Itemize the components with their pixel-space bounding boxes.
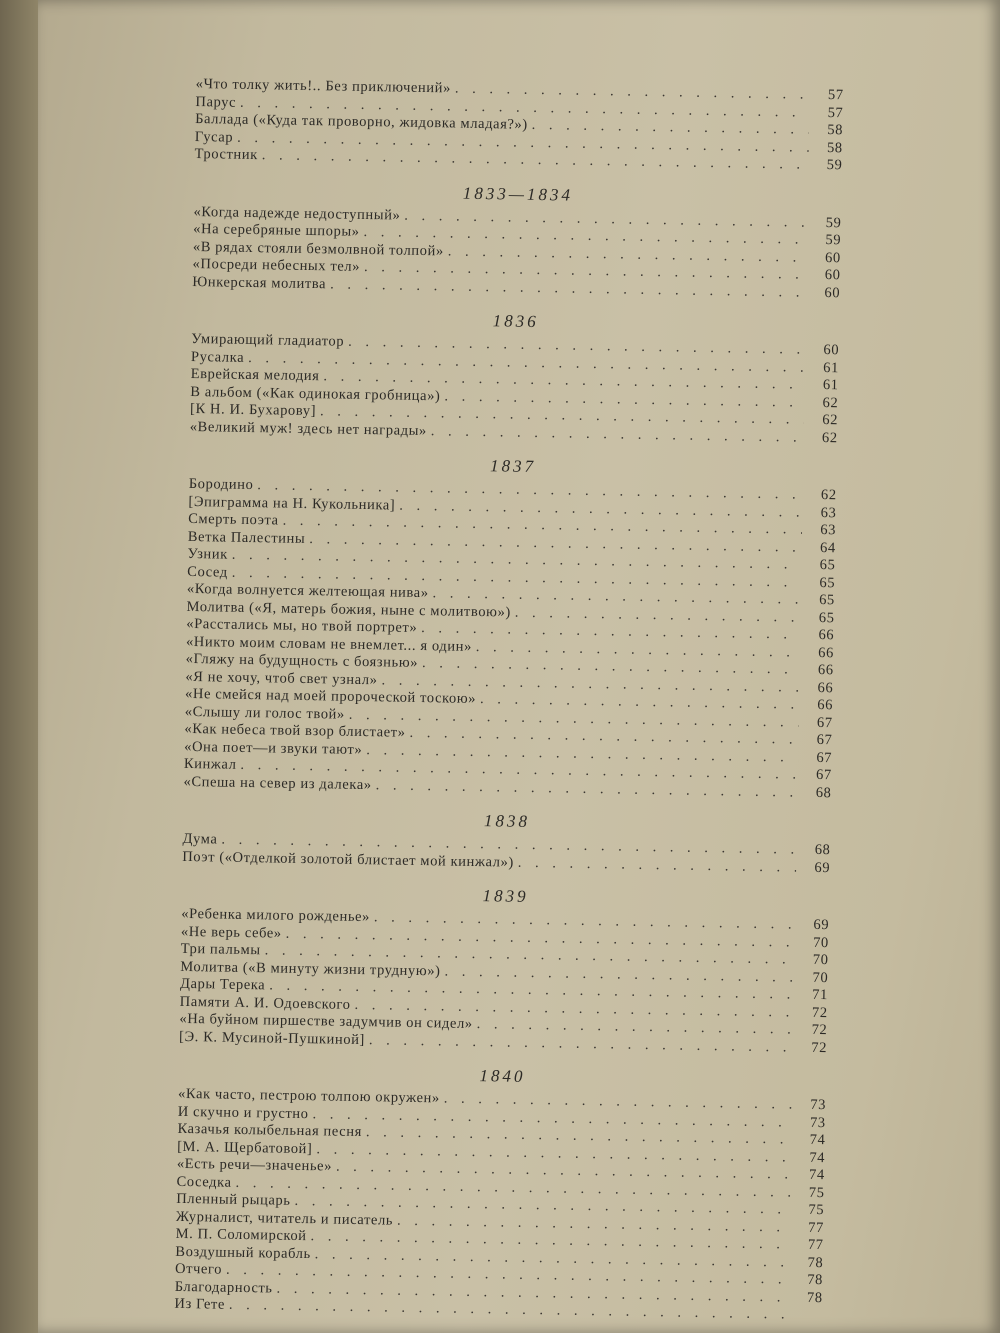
entry-title: «Как часто, пестрою толпою окружен» <box>177 1085 440 1107</box>
entry-page-number: 70 <box>812 951 829 969</box>
book-spine-edge <box>0 0 38 1333</box>
entry-title: В альбом («Как одинокая гробница») <box>190 383 441 404</box>
entry-page-number: 75 <box>808 1201 825 1219</box>
entry-page-number: 65 <box>818 609 835 626</box>
entry-title: [К Н. И. Бухарову] <box>189 400 317 420</box>
toc-section <box>190 305 840 447</box>
entry-page-number: 62 <box>822 394 839 411</box>
entry-title: Соседка <box>176 1173 232 1191</box>
entry-page-number: 62 <box>822 411 839 429</box>
toc-section <box>194 70 844 175</box>
entry-title: Дума <box>182 830 218 848</box>
entry-page-number: 68 <box>815 784 832 801</box>
section-year-heading: 1840 <box>479 1066 526 1086</box>
section-year-heading: 1833—1834 <box>462 183 574 205</box>
entry-title: Узник <box>187 545 228 563</box>
entry-title: «Слышу ли голос твой» <box>184 703 345 723</box>
entry-title: [М. А. Щербатовой] <box>177 1138 313 1157</box>
entry-title: «Гляжу на будущность с боязнью» <box>185 650 419 671</box>
entry-page-number: 67 <box>816 731 833 749</box>
entry-page-number: 69 <box>813 916 830 934</box>
entry-title: «В рядах стояли безмолвной толпой» <box>192 238 444 259</box>
entry-page-number: 67 <box>816 749 833 766</box>
entry-title: «Она поет—и звуки тают» <box>184 738 363 758</box>
toc-section <box>183 450 837 802</box>
entry-title: «Как небеса твой взор блистает» <box>184 720 406 741</box>
entry-title: «Что толку жить!.. Без приключений» <box>195 75 452 97</box>
entry-title: Воздушный корабль <box>175 1243 311 1262</box>
entry-title: [Э. К. Мусиной-Пушкиной] <box>178 1028 366 1048</box>
entry-title: Умирающий гладиатор <box>191 330 345 350</box>
entry-page-number: 61 <box>823 359 840 376</box>
entry-title: Смерть поэта <box>188 510 279 529</box>
entry-title: Казачья колыбельная песня <box>177 1120 363 1141</box>
entry-page-number: 59 <box>825 214 842 231</box>
entry-title: Парус <box>195 93 237 111</box>
entry-page-number: 69 <box>814 859 831 876</box>
entry-title: Памяти А. И. Одоевского <box>179 993 351 1013</box>
toc-section <box>192 177 842 302</box>
entry-page-number: 65 <box>819 574 836 591</box>
entry-title: Молитва («В минуту жизни трудную») <box>180 958 441 979</box>
entry-page-number: 77 <box>807 1236 824 1254</box>
entry-page-number <box>792 1319 822 1320</box>
entry-page-number: 57 <box>827 87 844 104</box>
entry-page-number: 78 <box>806 1289 823 1306</box>
toc-section <box>179 880 830 1057</box>
section-year-heading: 1838 <box>483 811 531 831</box>
entry-title: Дары Терека <box>179 975 266 994</box>
entry-page-number: 74 <box>809 1131 826 1149</box>
entry-title: «Ребенка милого рожденье» <box>181 905 371 926</box>
entry-page-number: 67 <box>816 714 833 731</box>
entry-title: М. П. Соломирской <box>175 1225 307 1245</box>
entry-title: «Когда волнуется желтеющая нива» <box>186 580 429 602</box>
entry-title: Баллада («Куда так проворно, жидовка младая?») <box>195 110 528 133</box>
entry-page-number: 72 <box>811 1039 828 1056</box>
entry-title: «Расстались мы, но твой портрет» <box>186 615 418 636</box>
entry-page-number: 74 <box>808 1166 825 1184</box>
entry-page-number: 78 <box>807 1254 824 1271</box>
entry-title: «Я не хочу, чтоб свет узнал» <box>185 668 378 688</box>
entry-title: Тростник <box>194 145 258 164</box>
entry-page-number: 72 <box>811 1004 828 1021</box>
entry-title: Русалка <box>190 348 245 366</box>
entry-title: Благодарность <box>174 1278 273 1297</box>
entry-title: Бородино <box>188 475 254 494</box>
book-page <box>38 0 1000 1333</box>
entry-title: «Посреди небесных тел» <box>192 255 361 275</box>
entry-page-number: 62 <box>821 429 838 446</box>
entry-title: «Когда надежде недоступный» <box>193 203 401 224</box>
entry-title: И скучно и грустно <box>177 1103 309 1122</box>
entry-title: Поэт («Отделкой золотой блистает мой кинжал») <box>182 848 514 871</box>
entry-page-number: 67 <box>815 766 832 784</box>
entry-page-number: 66 <box>817 696 834 714</box>
entry-page-number: 60 <box>824 284 841 301</box>
entry-title: «Спеша на север из далека» <box>183 773 372 793</box>
section-year-heading: 1836 <box>492 311 539 332</box>
entry-title: Отчего <box>174 1260 223 1278</box>
entry-title: «Не верь себе» <box>180 923 282 942</box>
entry-title: Журналист, читатель и писатель <box>175 1208 394 1229</box>
entry-title: «На буйном пиршестве задумчив он сидел» <box>179 1010 473 1032</box>
entry-title: Пленный рыцарь <box>176 1190 291 1209</box>
entry-page-number: 58 <box>826 139 843 156</box>
entry-title: Три пальмы <box>180 940 261 959</box>
entry-page-number: 66 <box>817 679 834 696</box>
entry-page-number: 72 <box>811 1021 828 1039</box>
entry-page-number: 65 <box>819 556 836 574</box>
table-of-contents <box>174 70 844 1325</box>
entry-title: «Никто моим словам не внемлет... я один» <box>185 633 473 655</box>
entry-title: Юнкерская молитва <box>192 273 327 292</box>
entry-page-number: 70 <box>812 969 829 986</box>
entry-page-number: 78 <box>807 1271 824 1289</box>
toc-section <box>174 1060 826 1325</box>
entry-title: Ветка Палестины <box>187 528 306 547</box>
entry-page-number: 70 <box>813 934 830 951</box>
entry-page-number: 73 <box>809 1114 826 1131</box>
entry-page-number: 66 <box>817 661 834 679</box>
entry-title: Молитва («Я, матерь божия, ныне с молитвою») <box>186 598 511 621</box>
entry-title: Из Гете <box>174 1295 226 1313</box>
entry-page-number: 59 <box>826 157 843 174</box>
entry-page-number: 61 <box>822 376 839 394</box>
entry-page-number: 66 <box>818 644 835 661</box>
entry-page-number: 66 <box>818 626 835 644</box>
entry-page-number: 73 <box>810 1096 827 1114</box>
section-year-heading: 1839 <box>482 886 529 906</box>
entry-page-number: 57 <box>827 104 844 121</box>
entry-page-number: 77 <box>808 1219 825 1236</box>
entry-title: «На серебряные шпоры» <box>193 220 360 240</box>
toc-section <box>182 805 831 877</box>
entry-title: Еврейская мелодия <box>190 365 320 385</box>
entry-page-number: 62 <box>820 486 837 504</box>
entry-page-number: 58 <box>827 122 844 139</box>
entry-title: «Великий муж! здесь нет награды» <box>189 418 428 439</box>
entry-title: [Эпиграмма на Н. Кукольника] <box>188 493 396 514</box>
entry-page-number: 63 <box>820 504 837 521</box>
entry-title: Сосед <box>187 563 228 581</box>
entry-page-number: 71 <box>812 986 829 1004</box>
entry-page-number: 59 <box>825 232 842 249</box>
entry-page-number: 68 <box>814 841 831 859</box>
entry-page-number: 64 <box>819 539 836 556</box>
entry-page-number: 63 <box>820 521 837 539</box>
entry-page-number: 74 <box>809 1149 826 1166</box>
section-year-heading: 1837 <box>489 456 537 476</box>
entry-page-number: 75 <box>808 1184 825 1201</box>
entry-page-number: 60 <box>824 267 841 284</box>
entry-page-number: 60 <box>824 249 841 266</box>
entry-title: Гусар <box>194 128 234 146</box>
entry-title: Кинжал <box>183 755 237 773</box>
entry-title: «Есть речи—значенье» <box>176 1155 333 1175</box>
entry-page-number: 65 <box>819 591 835 609</box>
entry-title: «Не смейся над моей пророческой тоскою» <box>184 685 477 707</box>
leader-dots <box>518 854 797 876</box>
entry-page-number: 60 <box>823 341 840 359</box>
